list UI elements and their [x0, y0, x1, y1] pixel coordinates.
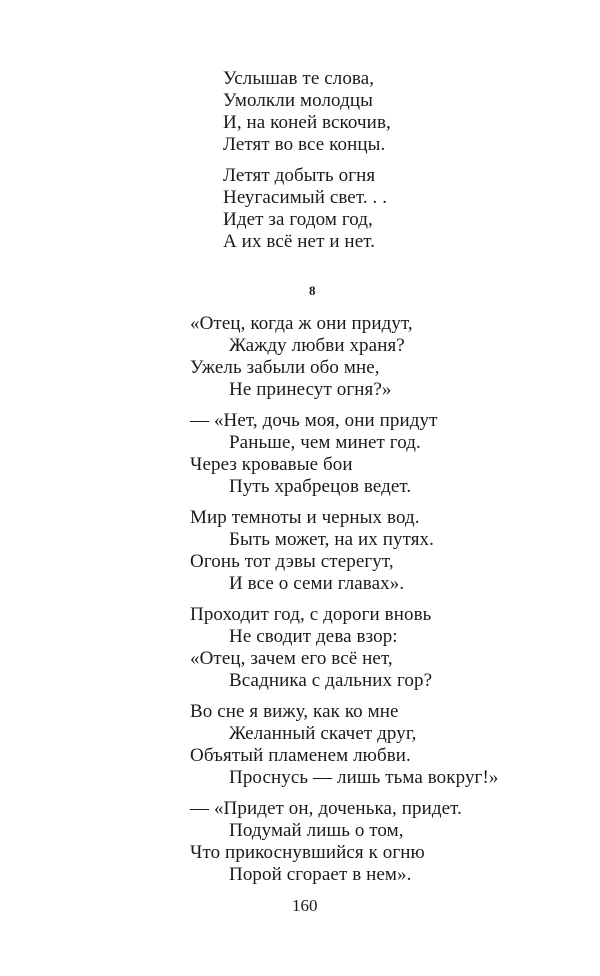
verse-line: Идет за годом год,	[223, 209, 373, 230]
verse-line: Во сне я вижу, как ко мне	[190, 701, 399, 722]
verse-line: «Отец, зачем его всё нет,	[190, 648, 393, 669]
verse-line: Летят добыть огня	[223, 165, 376, 186]
verse-line: Путь храбрецов ведет.	[229, 476, 412, 497]
verse-line: Быть может, на их путях.	[229, 529, 435, 550]
verse-line: Не принесут огня?»	[229, 379, 392, 400]
verse-line: Объятый пламенем любви.	[190, 745, 411, 766]
verse-line: Желанный скачет друг,	[229, 723, 417, 744]
verse-line: И, на коней вскочив,	[223, 112, 391, 133]
verse-line: Порой сгорает в нем».	[229, 864, 412, 885]
verse-line: «Отец, когда ж они придут,	[190, 313, 413, 334]
verse-line: Проходит год, с дороги вновь	[190, 604, 432, 625]
verse-line: Ужель забыли обо мне,	[190, 357, 380, 378]
verse-line: Услышав те слова,	[223, 68, 375, 89]
verse-line: Огонь тот дэвы стерегут,	[190, 551, 394, 572]
verse-line: А их всё нет и нет.	[223, 231, 376, 252]
page-number: 160	[292, 896, 318, 915]
verse-line: — «Придет он, доченька, придет.	[190, 798, 462, 819]
verse-line: — «Нет, дочь моя, они придут	[190, 410, 438, 431]
verse-line: Жажду любви храня?	[229, 335, 405, 356]
verse-line: Не сводит дева взор:	[229, 626, 398, 647]
verse-line: Неугасимый свет. . .	[223, 187, 388, 208]
verse-line: Что прикоснувшийся к огню	[190, 842, 425, 863]
verse-line: Всадника с дальних гор?	[229, 670, 433, 691]
verse-line: Через кровавые бои	[190, 454, 353, 475]
verse-line: И все о семи главах».	[229, 573, 405, 594]
verse-line: Летят во все концы.	[223, 134, 386, 155]
verse-line: Умолкли молодцы	[223, 90, 373, 111]
verse-line: Подумай лишь о том,	[229, 820, 404, 841]
verse-line: Раньше, чем минет год.	[229, 432, 421, 453]
verse-line: Мир темноты и черных вод.	[190, 507, 420, 528]
section-number: 8	[309, 283, 316, 298]
verse-line: Проснусь — лишь тьма вокруг!»	[229, 767, 499, 788]
